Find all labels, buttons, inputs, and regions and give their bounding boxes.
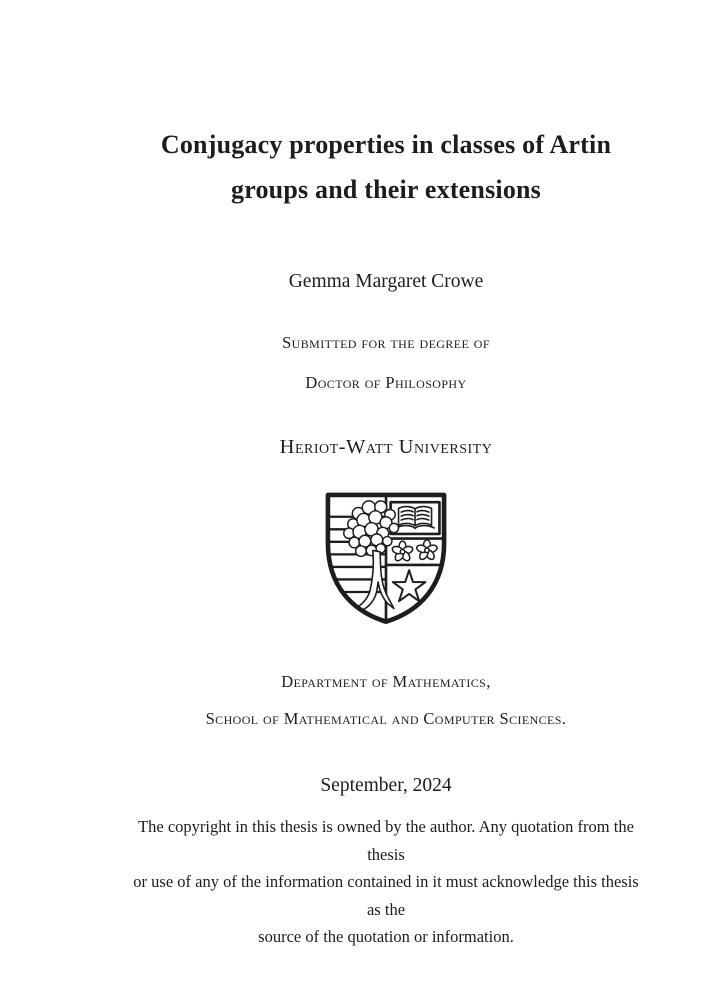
copyright-notice	[126, 813, 646, 951]
thesis-title-line-1: Conjugacy properties in classes of Artin	[160, 130, 612, 159]
author-name: Gemma Margaret Crowe	[288, 271, 484, 292]
crest-cinquefoil-left	[391, 541, 413, 562]
copyright-line-1: The copyright in this thesis is owned by the author. Any quotation from the thesis	[138, 817, 634, 864]
copyright-line-2: or use of any of the information contained in it must acknowledge this thesis as the	[133, 872, 639, 919]
copyright-line-3: source of the quotation or information.	[258, 927, 514, 946]
thesis-title	[126, 122, 646, 212]
degree-statement: Submitted for the degree of	[282, 333, 490, 352]
degree-name: Doctor of Philosophy	[305, 373, 467, 392]
crest-star	[393, 570, 426, 601]
university-crest	[126, 487, 646, 629]
crest-tree-foliage	[344, 501, 399, 556]
crest-cinquefoil-right	[416, 540, 438, 561]
crest-open-book	[396, 507, 434, 529]
heriot-watt-crest-icon	[320, 487, 452, 629]
thesis-title-line-2: groups and their extensions	[231, 175, 541, 204]
school-name: School of Mathematical and Computer Sciences.	[205, 709, 567, 728]
title-page-content	[126, 0, 646, 1000]
university-name: Heriot-Watt University	[279, 436, 493, 458]
submission-date: September, 2024	[320, 775, 452, 796]
department-name: Department of Mathematics,	[281, 672, 491, 691]
